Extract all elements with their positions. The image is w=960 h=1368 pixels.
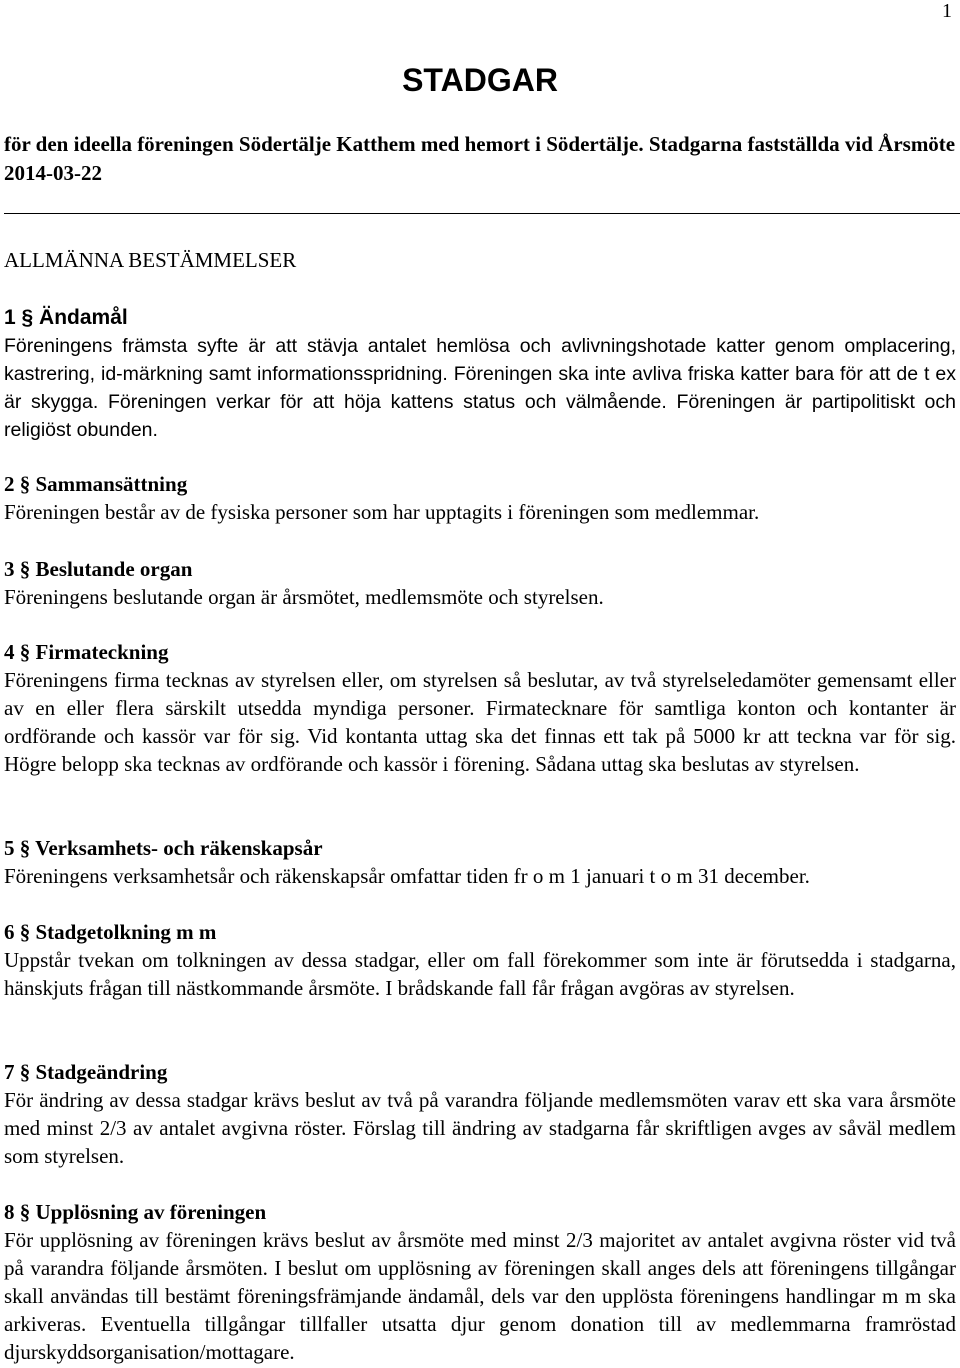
general-provisions-heading: ALLMÄNNA BESTÄMMELSER: [4, 248, 297, 272]
section-4: [4, 638, 956, 778]
section-3-body: Föreningens beslutande organ är årsmötet, medlemsmöte och styrelsen.: [4, 585, 604, 609]
section-7-title: 7 § Stadgeändring: [4, 1060, 168, 1084]
section-4-title: 4 § Firmateckning: [4, 640, 169, 664]
horizontal-divider: [4, 213, 960, 214]
section-5: [4, 834, 956, 890]
intro-text: för den ideella föreningen Södertälje Katthem med hemort i Södertälje. Stadgarna fastställda vid Årsmöte 2014-03-22: [4, 132, 956, 185]
section-2: [4, 470, 956, 526]
section-5-body: Föreningens verksamhetsår och räkenskapsår omfattar tiden fr o m 1 januari t o m 31 december.: [4, 864, 810, 888]
document-title: STADGAR: [402, 62, 558, 98]
section-3-title: 3 § Beslutande organ: [4, 557, 193, 581]
page-number: 1: [942, 0, 952, 22]
section-5-title: 5 § Verksamhets- och räkenskapsår: [4, 836, 323, 860]
section-8-title: 8 § Upplösning av föreningen: [4, 1200, 267, 1224]
section-6-title: 6 § Stadgetolkning m m: [4, 920, 217, 944]
section-2-body: Föreningen består av de fysiska personer som har upptagits i föreningen som medlemmar.: [4, 500, 760, 524]
section-8: [4, 1198, 956, 1366]
section-7: [4, 1058, 956, 1170]
section-6: [4, 918, 956, 1002]
section-3: [4, 555, 956, 611]
section-4-body: Föreningens firma tecknas av styrelsen eller, om styrelsen så beslutar, av två styrelseledamöter gemensamt eller av en eller flera särskilt utsedda myndiga personer. Firmatecknare för samtliga konton och kontanter är ordförande och kassör var för sig. Vid kontanta uttag ska det finnas ett tak på 5000 kr att teckna var för sig. Högre belopp ska tecknas av ordförande och kassör i förening. Sådana uttag ska beslutas av styrelsen.: [4, 668, 956, 776]
section-1-title: 1 § Ändamål: [4, 306, 128, 329]
section-1-body: Föreningens främsta syfte är att stävja antalet hemlösa och avlivningshotade katter genom omplacering, kastrering, id-märkning samt informationsspridning. Föreningen ska inte avliva friska katter bara för att de t ex är skygga. Föreningen verkar för att höja kattens status och välmående. Föreningen är partipolitiskt och religiöst obunden.: [4, 335, 956, 441]
section-7-body: För ändring av dessa stadgar krävs beslut av två på varandra följande medlemsmöten varav ett ska vara årsmöte med minst 2/3 av antalet avgivna röster. Förslag till ändring av stadgarna får skriftligen avges av såväl medlem som styrelsen.: [4, 1088, 956, 1168]
section-1: [4, 304, 956, 444]
section-6-body: Uppstår tvekan om tolkningen av dessa stadgar, eller om fall förekommer som inte är förutsedda i stadgarna, hänskjuts frågan till nästkommande årsmöte. I brådskande fall får frågan avgöras av styrelsen.: [4, 948, 956, 1000]
section-8-body: För upplösning av föreningen krävs beslut av årsmöte med minst 2/3 majoritet av antalet avgivna röster vid två på varandra följande årsmöten. I beslut om upplösning av föreningen skall anges dels att föreningens tillgångar skall användas till bestämt föreningsfrämjande ändamål, dels var den upplösta föreningens handlingar m m ska arkiveras. Eventuella tillgångar tillfaller utsatta djur genom donation till av medlemmarna framröstad djurskyddsorganisation/mottagare.: [4, 1228, 956, 1364]
section-2-title: 2 § Sammansättning: [4, 472, 188, 496]
